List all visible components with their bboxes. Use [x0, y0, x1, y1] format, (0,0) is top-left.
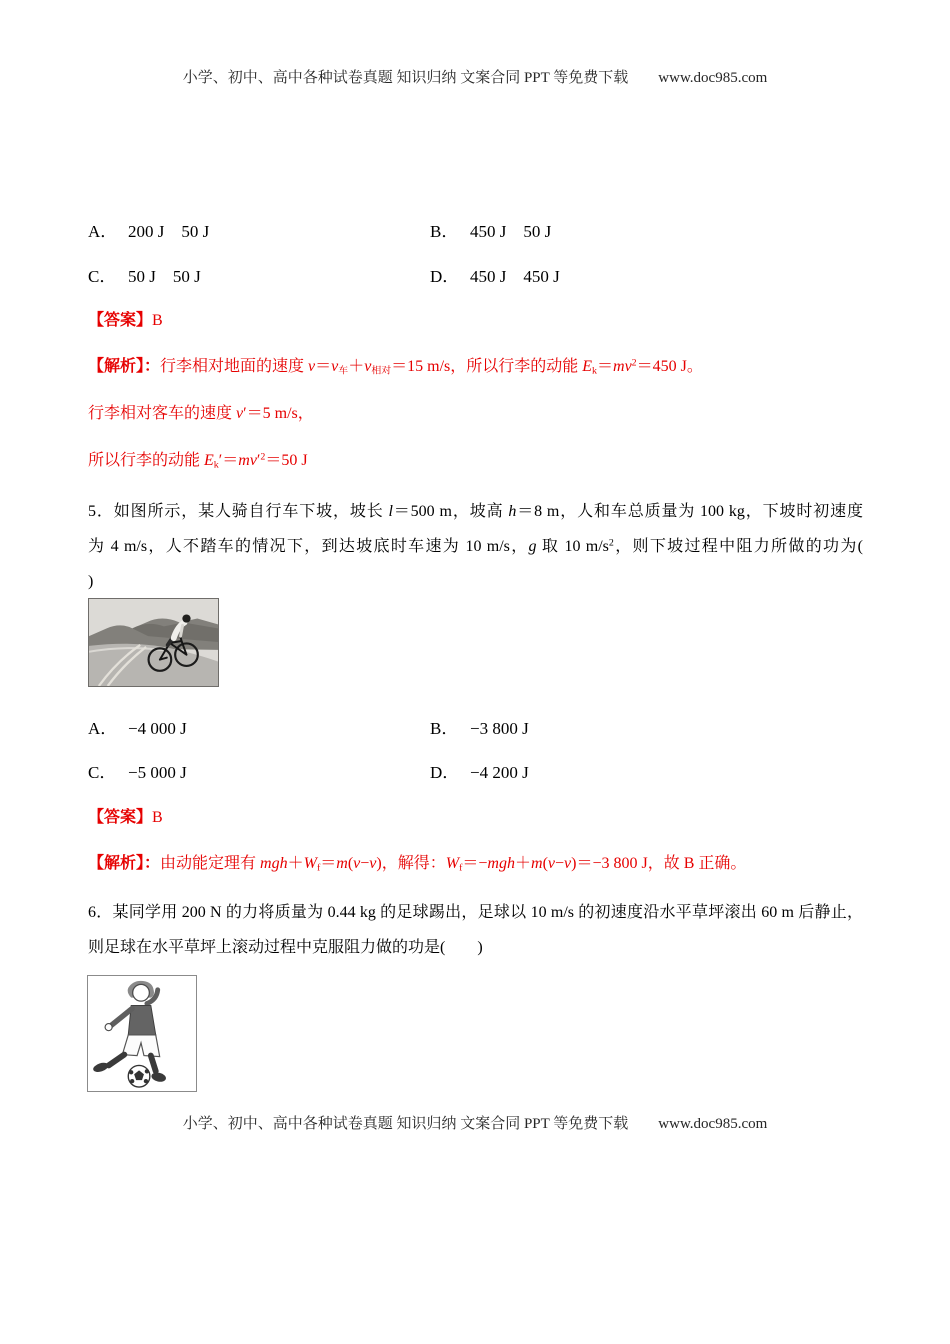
- q5-stem-line-2: 为 4 m/s，人不踏车的情况下，到达坡底时车速为 10 m/s，g 取 10 $m/s^2$，则下坡过程中阻力所做的功为(: [88, 537, 863, 555]
- q4-option-d-label: D．: [430, 267, 460, 286]
- q5-option-d: [430, 762, 529, 783]
- footer-text: 小学、初中、高中各种试卷真题 知识归纳 文案合同 PPT 等免费下载: [182, 1116, 629, 1132]
- q4-option-d-value: 450 J 450 J: [470, 267, 560, 286]
- boy-kicking-ball-illustration: [87, 975, 197, 1092]
- q4-option-a: [88, 221, 209, 242]
- q4-option-a-value: 200 J 50 J: [128, 222, 210, 241]
- page-header: [0, 69, 950, 88]
- q5-option-c: [88, 762, 187, 783]
- q4-option-b-value: 450 J 50 J: [470, 222, 552, 241]
- q4-option-c: [88, 266, 201, 287]
- q4-option-b-label: B．: [430, 222, 459, 241]
- q4-analysis-line-1: 【解析】：行李相对地面的速度 $v=v_车+v_{相对}=15$ m/s，所以行李的动能 $E_k=mv^2=450$ J。: [88, 357, 703, 377]
- page-footer: [0, 1115, 950, 1134]
- cyclist-photo-graphic: [89, 599, 218, 686]
- q5-analysis: 【解析】：由动能定理有 $mgh+W_f=m(v-v)$，解得：$W_f=-mgh+m(v-v)=-3$ 800 J，故 B 正确。: [88, 855, 747, 874]
- q4-analysis-line-2: 行李相对客车的速度 v′＝5 m/s，: [88, 405, 314, 422]
- q4-option-b: [430, 221, 551, 242]
- q4-option-c-label: C．: [88, 267, 117, 286]
- q4-option-a-label: A．: [88, 222, 118, 241]
- q6-stem-line-2: 则足球在水平草坪上滚动过程中克服阻力做的功是( ): [88, 939, 483, 956]
- q5-option-c-value: −5 000 J: [128, 763, 187, 782]
- q5-option-c-label: C．: [88, 763, 117, 782]
- q5-option-d-value: −4 200 J: [470, 763, 529, 782]
- q5-option-a-label: A．: [88, 719, 118, 738]
- q6-stem-line-1: 6．某同学用 200 N 的力将质量为 0.44 kg 的足球踢出，足球以 10 m/s 的初速度沿水平草坪滚出 60 m 后静止，: [88, 904, 863, 921]
- q5-option-a: [88, 718, 187, 739]
- header-url: www.doc985.com: [658, 70, 768, 86]
- q4-option-c-value: 50 J 50 J: [128, 267, 201, 286]
- q5-option-d-label: D．: [430, 763, 460, 782]
- q5-option-a-value: −4 000 J: [128, 719, 187, 738]
- footer-url: www.doc985.com: [658, 1116, 768, 1132]
- q5-option-b-value: −3 800 J: [470, 719, 529, 738]
- q5-option-b: [430, 718, 529, 739]
- q4-option-d: [430, 266, 560, 287]
- q5-stem-line-3: ): [88, 573, 94, 590]
- q4-answer: 【答案】B: [88, 312, 163, 329]
- boy-kicking-ball-graphic: [88, 976, 196, 1091]
- q4-analysis-line-3: 所以行李的动能 $E_k'=mv'^2=50$ J: [88, 451, 308, 471]
- header-text: 小学、初中、高中各种试卷真题 知识归纳 文案合同 PPT 等免费下载: [182, 70, 629, 86]
- q5-stem-line-1: 5．如图所示，某人骑自行车下坡，坡长 l＝500 m，坡高 h＝8 m，人和车总质量为 100 kg，下坡时初速度: [88, 503, 863, 520]
- q5-answer: 【答案】B: [88, 809, 163, 826]
- q5-option-b-label: B．: [430, 719, 459, 738]
- cyclist-downhill-photo: [88, 598, 219, 687]
